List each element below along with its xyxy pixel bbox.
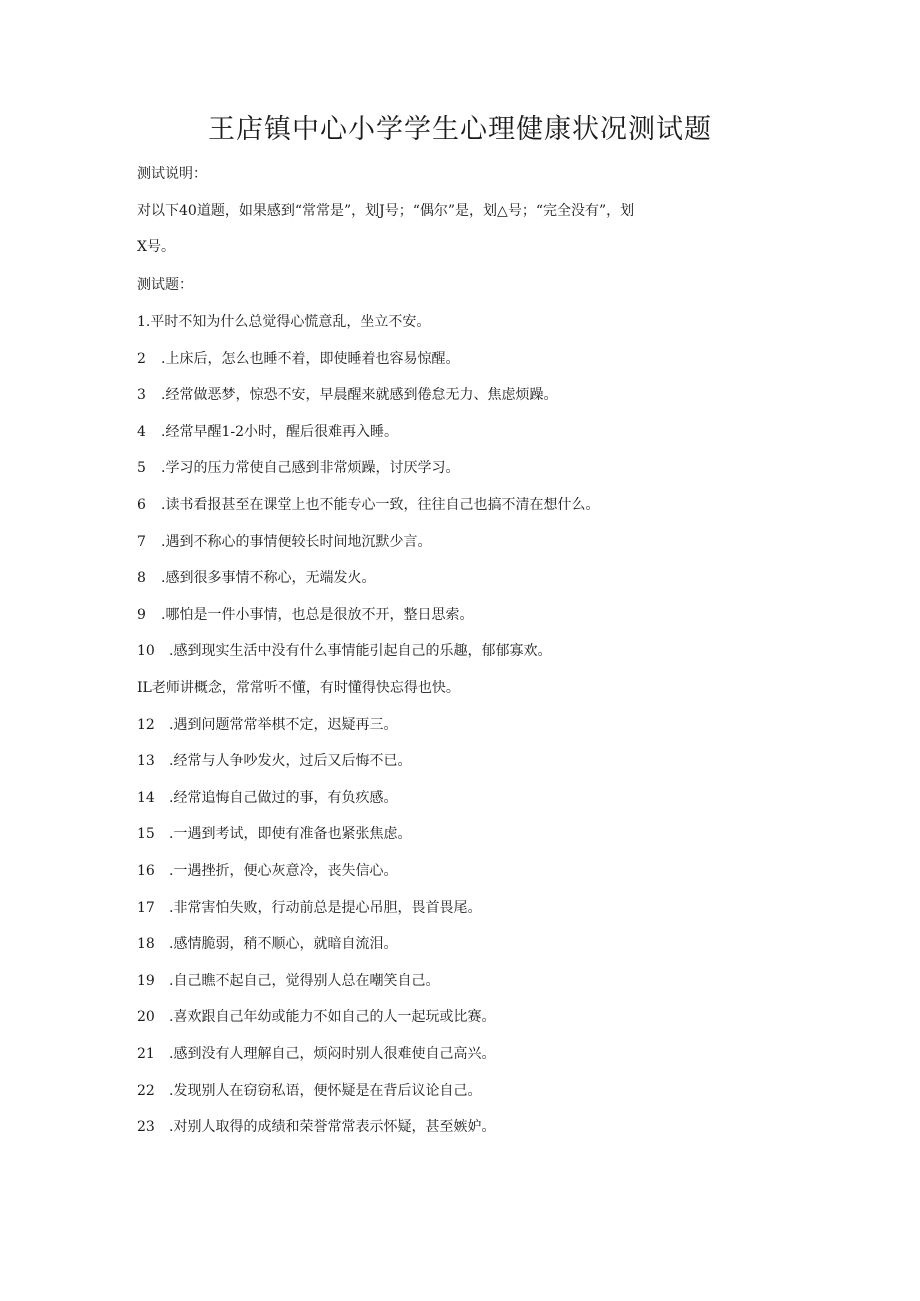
question-number: IL [137, 680, 152, 696]
question-number: 18 [137, 936, 155, 952]
question-item [137, 1081, 481, 1101]
question-number: 10 [137, 643, 155, 659]
question-item [137, 1044, 495, 1064]
question-text: .感到现实生活中没有什么事情能引起自己的乐趣，郁郁寡欢。 [169, 643, 552, 659]
question-text: .遇到问题常常举棋不定，迟疑再三。 [169, 717, 398, 733]
question-item [137, 824, 411, 844]
question-text: .发现别人在窃窃私语，便怀疑是在背后议论自己。 [169, 1083, 482, 1099]
question-text: 老师讲概念，常常听不懂，有时懂得快忘得也快。 [151, 680, 460, 696]
question-number: 2 [137, 351, 146, 367]
question-item [137, 568, 375, 588]
question-number: 14 [137, 790, 155, 806]
question-number: 17 [137, 900, 155, 916]
question-item [137, 971, 439, 991]
question-number: 13 [137, 753, 155, 769]
instructions-line-2: X号。 [137, 239, 175, 255]
question-item [137, 898, 481, 918]
question-item [137, 385, 557, 405]
question-item [137, 458, 459, 478]
question-number: 21 [137, 1046, 155, 1062]
question-number: 4 [137, 424, 146, 440]
question-item [137, 532, 431, 552]
question-text: .遇到不称心的事情便较长时间地沉默少言。 [161, 534, 432, 550]
instructions-heading: 测试说明： [137, 166, 207, 182]
question-number: 15 [137, 826, 155, 842]
question-number: 12 [137, 717, 155, 733]
question-number: 6 [137, 497, 146, 513]
question-item [137, 1007, 495, 1027]
question-text: .哪怕是一件小事情，也总是很放不开，整日思索。 [161, 607, 474, 623]
question-item [137, 605, 473, 625]
question-text: .自己瞧不起自己，觉得别人总在嘲笑自己。 [169, 973, 440, 989]
question-item [137, 788, 397, 808]
document-title: 王店镇中心小学学生心理健康状况测试题 [208, 114, 712, 145]
question-number: 3 [137, 387, 146, 403]
question-item [137, 715, 397, 735]
question-item [137, 861, 397, 881]
question-text: .读书看报甚至在课堂上也不能专心一致，往往自己也搞不清在想什么。 [161, 497, 600, 513]
question-number: 16 [137, 863, 155, 879]
question-number: 19 [137, 973, 155, 989]
question-text: .上床后，怎么也睡不着，即使睡着也容易惊醒。 [161, 351, 460, 367]
question-item [137, 495, 599, 515]
question-item [137, 934, 397, 954]
question-text: .经常追悔自己做过的事，有负疚感。 [169, 790, 398, 806]
question-text: .一遇挫折，便心灰意冷，丧失信心。 [169, 863, 398, 879]
question-number: 8 [137, 570, 146, 586]
question-text: .对别人取得的成绩和荣誉常常表示怀疑，甚至嫉妒。 [169, 1119, 496, 1135]
question-item [137, 422, 398, 442]
question-number: 9 [137, 607, 146, 623]
question-item [137, 751, 411, 771]
question-text: .感到没有人理解自己，烦闷时别人很难使自己高兴。 [169, 1046, 496, 1062]
question-number: 22 [137, 1083, 155, 1099]
question-text: .学习的压力常使自己感到非常烦躁，讨厌学习。 [161, 460, 460, 476]
question-text: .感到很多事情不称心，无端发火。 [161, 570, 376, 586]
question-number: 23 [137, 1119, 155, 1135]
question-item [137, 312, 430, 332]
question-item [137, 349, 459, 369]
question-text: .经常做恶梦，惊恐不安，早晨醒来就感到倦怠无力、焦虑烦躁。 [161, 387, 558, 403]
question-text: 平时不知为什么总觉得心慌意乱，坐立不安。 [150, 314, 431, 330]
question-number: 7 [137, 534, 146, 550]
instructions-line-1: 对以下40道题，如果感到“常常是”，划J号；“偶尔”是，划△号；“完全没有”，划 [137, 203, 635, 219]
question-item [137, 678, 460, 698]
question-text: .感情脆弱，稍不顺心，就暗自流泪。 [169, 936, 398, 952]
question-number: 1. [137, 314, 151, 330]
question-text: .非常害怕失败，行动前总是提心吊胆，畏首畏尾。 [169, 900, 482, 916]
question-number: 20 [137, 1009, 155, 1025]
question-item [137, 1117, 495, 1137]
question-item [137, 641, 551, 661]
questions-heading: 测试题： [137, 277, 193, 293]
question-text: .经常与人争吵发火，过后又后悔不已。 [169, 753, 412, 769]
question-text: .经常早醒1-2小时，醒后很难再入睡。 [161, 424, 398, 440]
question-text: .喜欢跟自己年幼或能力不如自己的人一起玩或比赛。 [169, 1009, 496, 1025]
question-number: 5 [137, 460, 146, 476]
question-text: .一遇到考试，即使有准备也紧张焦虑。 [169, 826, 412, 842]
